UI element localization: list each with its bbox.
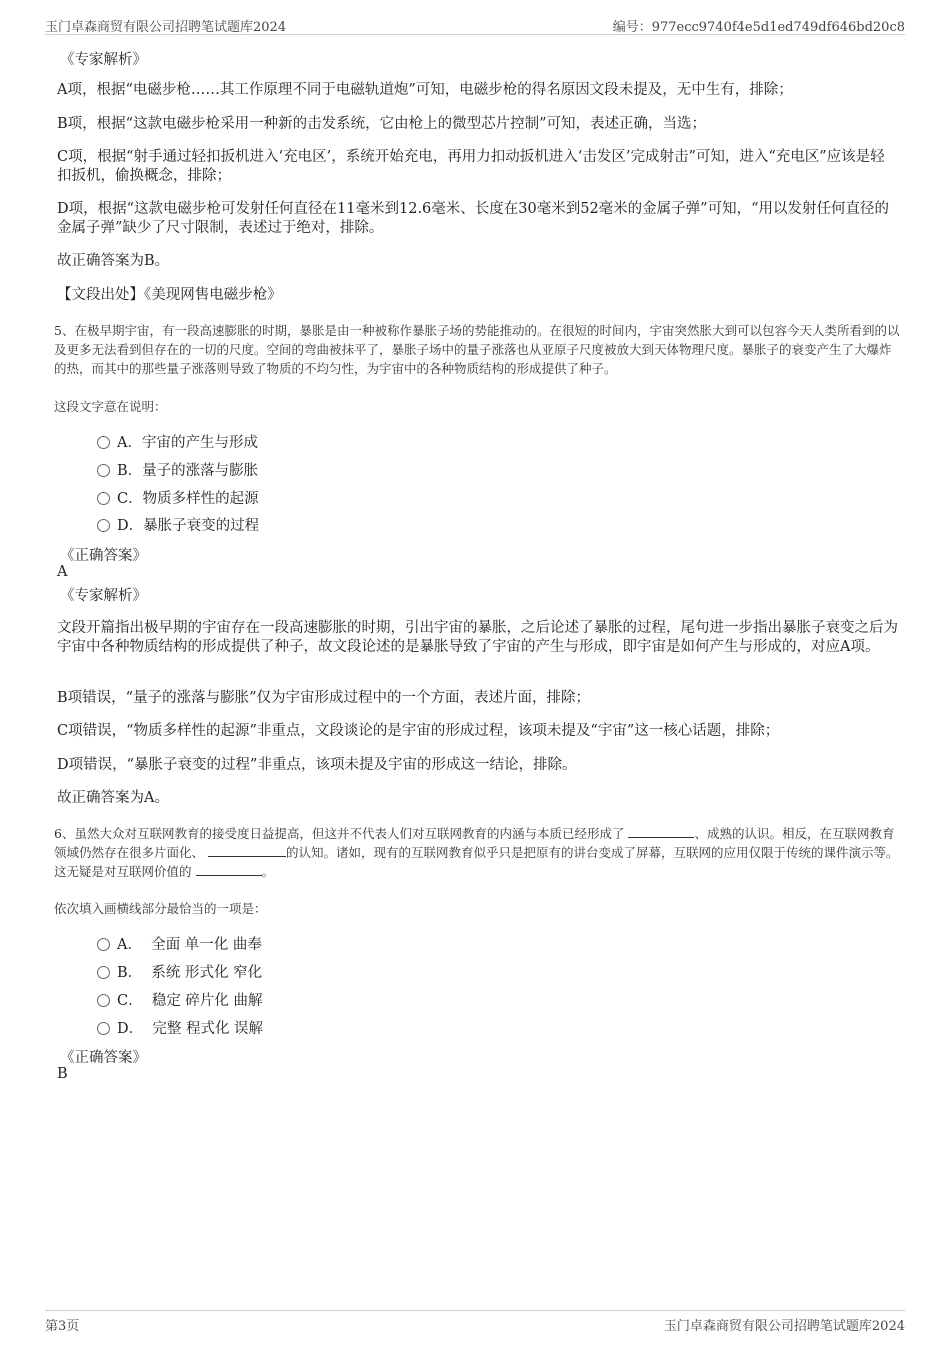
q5-question: 这段文字意在说明：	[54, 399, 167, 414]
prev-answer-conclusion: 故正确答案为B。	[57, 253, 170, 269]
footer-title: 玉门卓森商贸有限公司招聘笔试题库2024	[663, 1319, 905, 1334]
q6-answer-label: 《正确答案》	[60, 1050, 147, 1066]
prev-analysis-label: 《专家解析》	[60, 52, 147, 68]
q5-analysis-label: 《专家解析》	[60, 588, 147, 604]
radio-icon[interactable]	[97, 464, 110, 477]
page-number: 第3页	[45, 1319, 80, 1334]
q6-option-a[interactable]	[97, 933, 262, 953]
q5-answer-label: 《正确答案》	[60, 548, 147, 564]
q5-option-b-label: B．量子的涨落与膨胀	[117, 463, 259, 479]
q5-option-d-label: D．暴胀子衰变的过程	[117, 518, 260, 534]
prev-analysis-a: A项，根据“电磁步枪……其工作原理不同于电磁轨道炮”可知，电磁步枪的得名原因文段未提及，无中生有，排除；	[57, 82, 793, 98]
q6-option-b[interactable]	[97, 961, 262, 981]
prev-analysis-c: C项，根据“射手通过轻扣扳机进入‘充电区’，系统开始充电，再用力扣动扳机进入‘击发区’完成射击”可知，进入“充电区”应该是轻扣扳机，偷换概念，排除；	[57, 149, 885, 184]
q6-option-a-label: A． 全面 单一化 曲奉	[117, 937, 262, 953]
page-footer	[45, 1310, 905, 1333]
q5-option-c-label: C．物质多样性的起源	[117, 491, 259, 507]
q5-answer: A	[57, 564, 68, 580]
radio-icon[interactable]	[97, 436, 110, 449]
radio-icon[interactable]	[97, 966, 110, 979]
q5-option-c[interactable]	[97, 487, 259, 507]
page-header	[45, 14, 905, 35]
q5-option-b[interactable]	[97, 459, 258, 479]
q5-analysis-b: B项错误，“量子的涨落与膨胀”仅为宇宙形成过程中的一个方面，表述片面，排除；	[57, 690, 590, 706]
q6-option-c[interactable]	[97, 989, 263, 1009]
q5-analysis-d: D项错误，“暴胀子衰变的过程”非重点，该项未提及宇宙的形成这一结论，排除。	[57, 757, 577, 773]
prev-analysis-b: B项，根据“这款电磁步枪采用一种新的击发系统，它由枪上的微型芯片控制”可知，表述正确，当选；	[57, 116, 706, 132]
blank-3	[196, 863, 262, 876]
q5-option-a-label: A．宇宙的产生与形成	[117, 435, 258, 451]
radio-icon[interactable]	[97, 938, 110, 951]
radio-icon[interactable]	[97, 492, 110, 505]
q5-option-a[interactable]	[97, 431, 258, 451]
q5-answer-conclusion: 故正确答案为A。	[57, 790, 169, 806]
q6-option-b-label: B． 系统 形式化 窄化	[117, 965, 263, 981]
blank-2	[208, 844, 286, 857]
q6-option-c-label: C． 稳定 碎片化 曲解	[117, 993, 263, 1009]
prev-source: 【文段出处】《美现网售电磁步枪》	[57, 287, 282, 303]
q6-answer: B	[57, 1066, 68, 1082]
q5-stem: 5、在极早期宇宙，有一段高速膨胀的时期，暴胀是由一种被称作暴胀子场的势能推动的。在很短的时间内，宇宙突然胀大到可以包容今天人类所看到的以及更多无法看到但存在的一切的尺度。空间的弯曲被抹平了，暴胀子场中的量子涨落也从亚原子尺度被放大到天体物理尺度。暴胀子的衰变产生了大爆炸的热，而其中的那些量子涨落则导致了物质的不均匀性，为宇宙中的各种物质结构的形成提供了种子。	[54, 323, 900, 376]
radio-icon[interactable]	[97, 994, 110, 1007]
q6-option-d-label: D． 完整 程式化 误解	[117, 1021, 264, 1037]
header-title: 玉门卓森商贸有限公司招聘笔试题库2024	[45, 20, 287, 35]
header-serial: 编号：977ecc9740f4e5d1ed749df646bd20c8	[612, 20, 905, 35]
q6-question: 依次填入画横线部分最恰当的一项是：	[54, 901, 267, 916]
radio-icon[interactable]	[97, 519, 110, 532]
prev-analysis-d: D项，根据“这款电磁步枪可发射任何直径在11毫米到12.6毫米、长度在30毫米到52毫米的金属子弹”可知，“用以发射任何直径的金属子弹”缺少了尺寸限制，表述过于绝对，排除。	[57, 201, 889, 236]
radio-icon[interactable]	[97, 1022, 110, 1035]
q5-analysis-main: 文段开篇指出极早期的宇宙存在一段高速膨胀的时期，引出宇宙的暴胀，之后论述了暴胀的过程，尾句进一步指出暴胀子衰变之后为宇宙中各种物质结构的形成提供了种子，故文段论述的是暴胀导致了宇宙的产生与形成，即宇宙是如何产生与形成的，对应A项。	[57, 620, 898, 655]
q6-option-d[interactable]	[97, 1017, 263, 1037]
q6-stem: 6、虽然大众对互联网教育的接受度日益提高，但这并不代表人们对互联网教育的内涵与本质已经形成了 、成熟的认识。相反，在互联网教育领域仍然存在很多片面化、 的认知。诸如，现有的互联网教育似乎只是把原有的讲台变成了屏幕，互联网的应用仅限于传统的课件演示等。这无疑是对互联网价值的 。	[54, 826, 899, 879]
blank-1	[628, 825, 694, 838]
q5-analysis-c: C项错误，“物质多样性的起源”非重点，文段谈论的是宇宙的形成过程，该项未提及“宇宙”这一核心话题，排除；	[57, 723, 780, 739]
q5-option-d[interactable]	[97, 514, 259, 534]
